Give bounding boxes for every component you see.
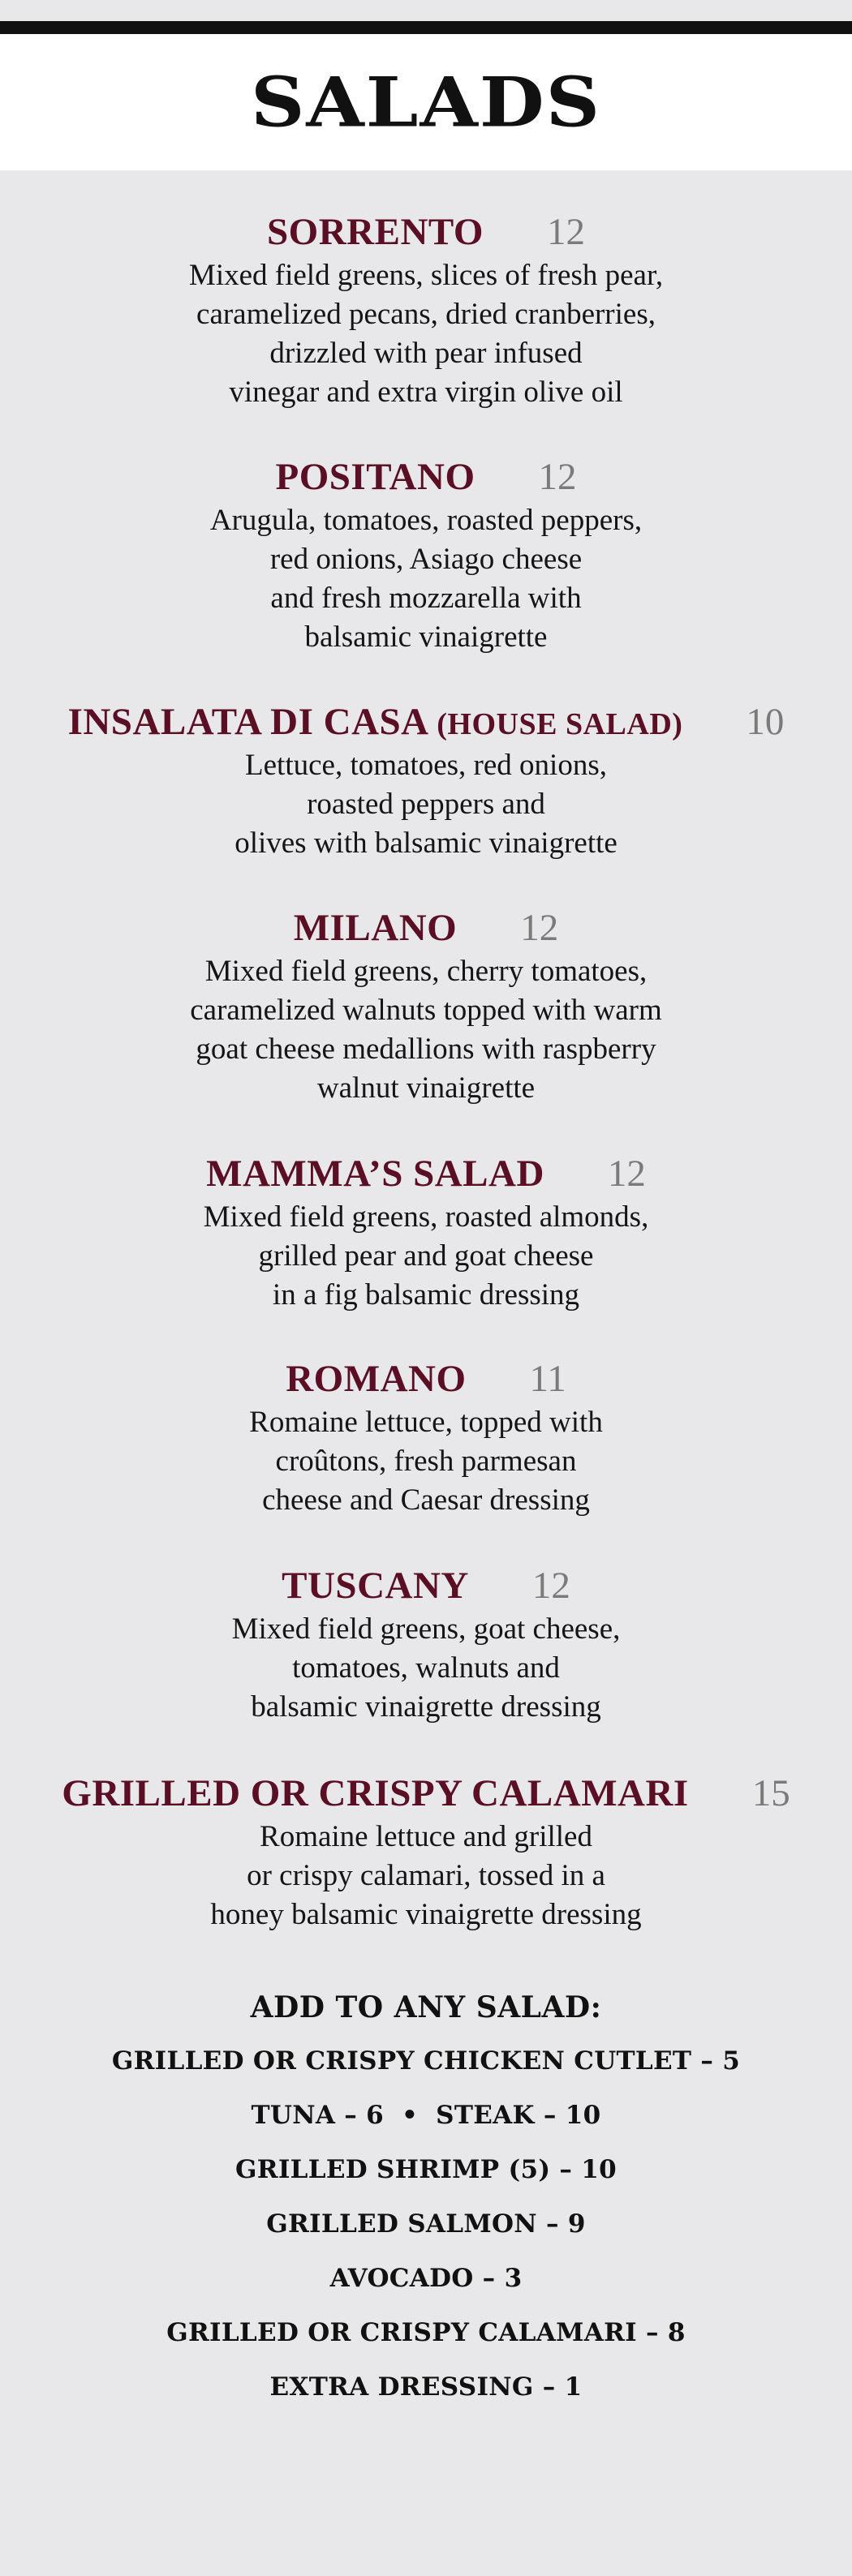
item-description xyxy=(0,256,852,412)
addon-calamari: GRILLED OR CRISPY CALAMARI – 8 xyxy=(166,2318,686,2347)
desc-line: balsamic vinaigrette dressing xyxy=(251,1690,601,1724)
item-price: 12 xyxy=(607,1153,646,1195)
desc-line: goat cheese medallions with raspberry xyxy=(196,1033,656,1066)
addon-tuna-steak xyxy=(0,2089,852,2143)
menu-item-calamari xyxy=(0,1769,852,1934)
item-description xyxy=(0,1403,852,1520)
item-price: 12 xyxy=(531,1565,570,1607)
desc-line: olives with balsamic vinaigrette xyxy=(235,826,617,860)
desc-line: and fresh mozzarella with xyxy=(270,582,582,615)
menu-item-romano xyxy=(0,1355,852,1520)
item-price: 11 xyxy=(529,1358,566,1400)
item-description xyxy=(0,746,852,863)
item-name: SORRENTO xyxy=(267,211,484,253)
desc-line: or crispy calamari, tossed in a xyxy=(247,1859,605,1892)
desc-line: walnut vinaigrette xyxy=(316,1071,536,1105)
item-description xyxy=(0,1610,852,1727)
desc-line: Romaine lettuce and grilled xyxy=(260,1820,592,1853)
item-price: 12 xyxy=(546,211,585,253)
desc-line: vinegar and extra virgin olive oil xyxy=(229,376,623,409)
menu-item-milano xyxy=(0,904,852,1108)
desc-line: cheese and Caesar dressing xyxy=(262,1483,590,1517)
desc-line: Mixed field greens, slices of fresh pear, xyxy=(188,259,664,292)
desc-line: caramelized pecans, dried cranberries, xyxy=(196,298,656,331)
top-rule xyxy=(0,21,852,34)
item-description xyxy=(0,1818,852,1934)
item-description xyxy=(0,1198,852,1315)
desc-line: red onions, Asiago cheese xyxy=(269,543,583,576)
desc-line: in a fig balsamic dressing xyxy=(272,1278,580,1312)
item-name: MILANO xyxy=(293,907,458,949)
add-to-salad-section xyxy=(0,1981,852,2415)
header xyxy=(0,34,852,170)
desc-line: Arugula, tomatoes, roasted peppers, xyxy=(209,504,643,537)
desc-line: tomatoes, walnuts and xyxy=(292,1651,560,1685)
item-name: ROMANO xyxy=(286,1358,467,1400)
menu-item-insalata-di-casa xyxy=(0,698,852,863)
desc-line: grilled pear and goat cheese xyxy=(258,1239,594,1273)
desc-line: Mixed field greens, cherry tomatoes, xyxy=(204,955,648,988)
item-description xyxy=(0,501,852,657)
desc-line: caramelized walnuts topped with warm xyxy=(190,994,662,1027)
desc-line: drizzled with pear infused xyxy=(269,337,583,370)
menu-item-sorrento xyxy=(0,208,852,412)
item-name: POSITANO xyxy=(275,456,475,498)
item-description xyxy=(0,952,852,1108)
desc-line: honey balsamic vinaigrette dressing xyxy=(210,1898,642,1931)
addon-extra-dressing: EXTRA DRESSING – 1 xyxy=(269,2372,583,2402)
item-price: 10 xyxy=(746,701,785,743)
addon-chicken: GRILLED OR CRISPY CHICKEN CUTLET – 5 xyxy=(111,2046,741,2076)
desc-line: Romaine lettuce, topped with xyxy=(249,1406,603,1439)
item-price: 15 xyxy=(751,1772,790,1814)
item-name: GRILLED OR CRISPY CALAMARI xyxy=(62,1772,689,1814)
item-name: TUSCANY xyxy=(282,1565,469,1607)
desc-line: roasted peppers and xyxy=(307,788,545,821)
menu-item-mammas-salad xyxy=(0,1149,852,1315)
menu-item-tuscany xyxy=(0,1561,852,1727)
addon-tuna: TUNA – 6 xyxy=(251,2101,385,2130)
item-name: MAMMA’S SALAD xyxy=(206,1153,544,1195)
desc-line: croûtons, fresh parmesan xyxy=(275,1445,577,1478)
addons-title: ADD TO ANY SALAD: xyxy=(250,1990,602,2024)
addon-salmon: GRILLED SALMON – 9 xyxy=(266,2209,586,2239)
addon-avocado: AVOCADO – 3 xyxy=(329,2264,523,2293)
item-name xyxy=(68,698,683,749)
bullet-separator: • xyxy=(402,2101,419,2130)
addon-steak: STEAK – 10 xyxy=(436,2101,601,2130)
desc-line: Mixed field greens, roasted almonds, xyxy=(203,1200,649,1234)
desc-line: balsamic vinaigrette xyxy=(304,620,548,654)
desc-line: Lettuce, tomatoes, red onions, xyxy=(245,749,607,782)
addon-shrimp: GRILLED SHRIMP (5) – 10 xyxy=(235,2155,617,2184)
menu-item-positano xyxy=(0,453,852,657)
item-price: 12 xyxy=(538,456,577,498)
desc-line: Mixed field greens, goat cheese, xyxy=(231,1612,621,1646)
item-price: 12 xyxy=(520,907,559,949)
item-name-sub: (HOUSE SALAD) xyxy=(437,707,683,741)
page-title: SALADS xyxy=(250,62,602,143)
item-name-main: INSALATA DI CASA xyxy=(67,701,428,743)
